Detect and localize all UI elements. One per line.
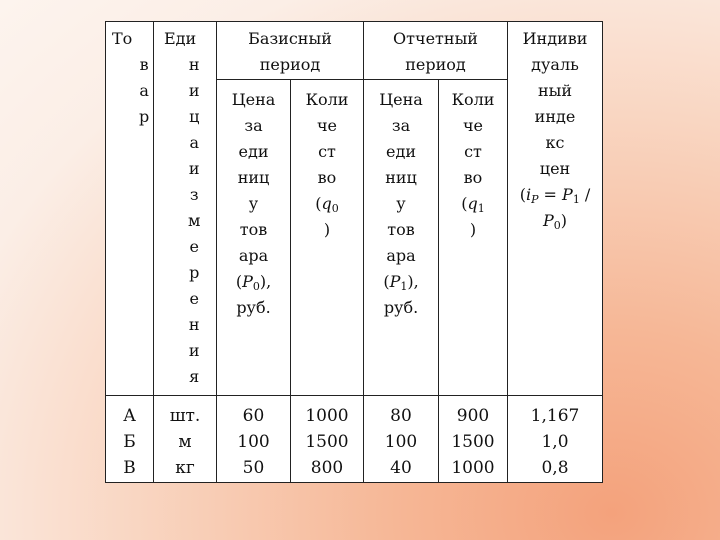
header-product-part1: То xyxy=(112,29,133,48)
header-individual-index: Индиви дуаль ный инде кс цен ($i_P = P_1$ / $P_0$) xyxy=(508,26,602,234)
table-cell: 60 xyxy=(242,406,265,426)
table-cell: 50 xyxy=(242,458,265,478)
table-cell: А xyxy=(123,406,136,426)
col-q0-values xyxy=(291,403,363,481)
qty-base-symbol: ($q_0$ xyxy=(315,194,339,215)
col-q1-values xyxy=(439,403,507,481)
index-formula-line2: $P_0$) xyxy=(542,211,567,232)
price-report-symbol: $(P_1)$, xyxy=(383,272,419,293)
table-cell: 900 xyxy=(456,406,490,426)
header-price-report: Цена за еди ниц у тов ара $(P_1)$, руб. xyxy=(364,87,438,321)
header-price-base: Цена за еди ниц у тов ара $(P_0)$, руб. xyxy=(217,87,290,321)
col-p0-values xyxy=(217,403,290,481)
header-product-part2: в а р xyxy=(139,55,150,126)
col-p1-values xyxy=(364,403,438,481)
table-cell: 1000 xyxy=(305,406,349,426)
table-cell: 1,167 xyxy=(530,406,580,426)
table-cell: шт. xyxy=(169,406,201,426)
table-cell: 1000 xyxy=(451,458,495,478)
table-cell: м xyxy=(178,432,192,452)
table-cell: Б xyxy=(123,432,136,452)
header-report-period: Отчетный период xyxy=(393,29,478,74)
table-cell: 100 xyxy=(237,432,270,452)
table-cell: кг xyxy=(175,458,195,478)
header-bottom-line xyxy=(106,395,602,396)
table-cell: 800 xyxy=(310,458,344,478)
table-cell: 0,8 xyxy=(541,458,569,478)
index-formula-line1: ($i_P = P_1$ / xyxy=(519,185,591,206)
price-index-table xyxy=(105,21,603,483)
header-qty-base: Коли че ст во ($q_0$ ) xyxy=(291,87,363,243)
qty-report-symbol: ($q_1$ xyxy=(461,194,485,215)
table-cell: В xyxy=(123,458,136,478)
table-cell: 1500 xyxy=(451,432,495,452)
header-unit-part2: н и ц а и з м е р е н и я xyxy=(188,55,201,386)
table-cell: 80 xyxy=(390,406,412,426)
col-index-values xyxy=(508,403,602,481)
col-unit-values xyxy=(154,403,216,481)
header-qty-report: Коли че ст во ($q_1$ ) xyxy=(439,87,507,243)
col-product-values xyxy=(106,403,153,481)
header-base-period: Базисный период xyxy=(248,29,332,74)
table-cell: 40 xyxy=(390,458,412,478)
price-base-symbol: $(P_0)$, xyxy=(235,272,272,293)
table-cell: 1500 xyxy=(305,432,349,452)
table-cell: 1,0 xyxy=(541,432,569,452)
header-unit-part1: Еди xyxy=(164,29,197,48)
table-cell: 100 xyxy=(384,432,418,452)
period-header-underline xyxy=(216,79,507,80)
